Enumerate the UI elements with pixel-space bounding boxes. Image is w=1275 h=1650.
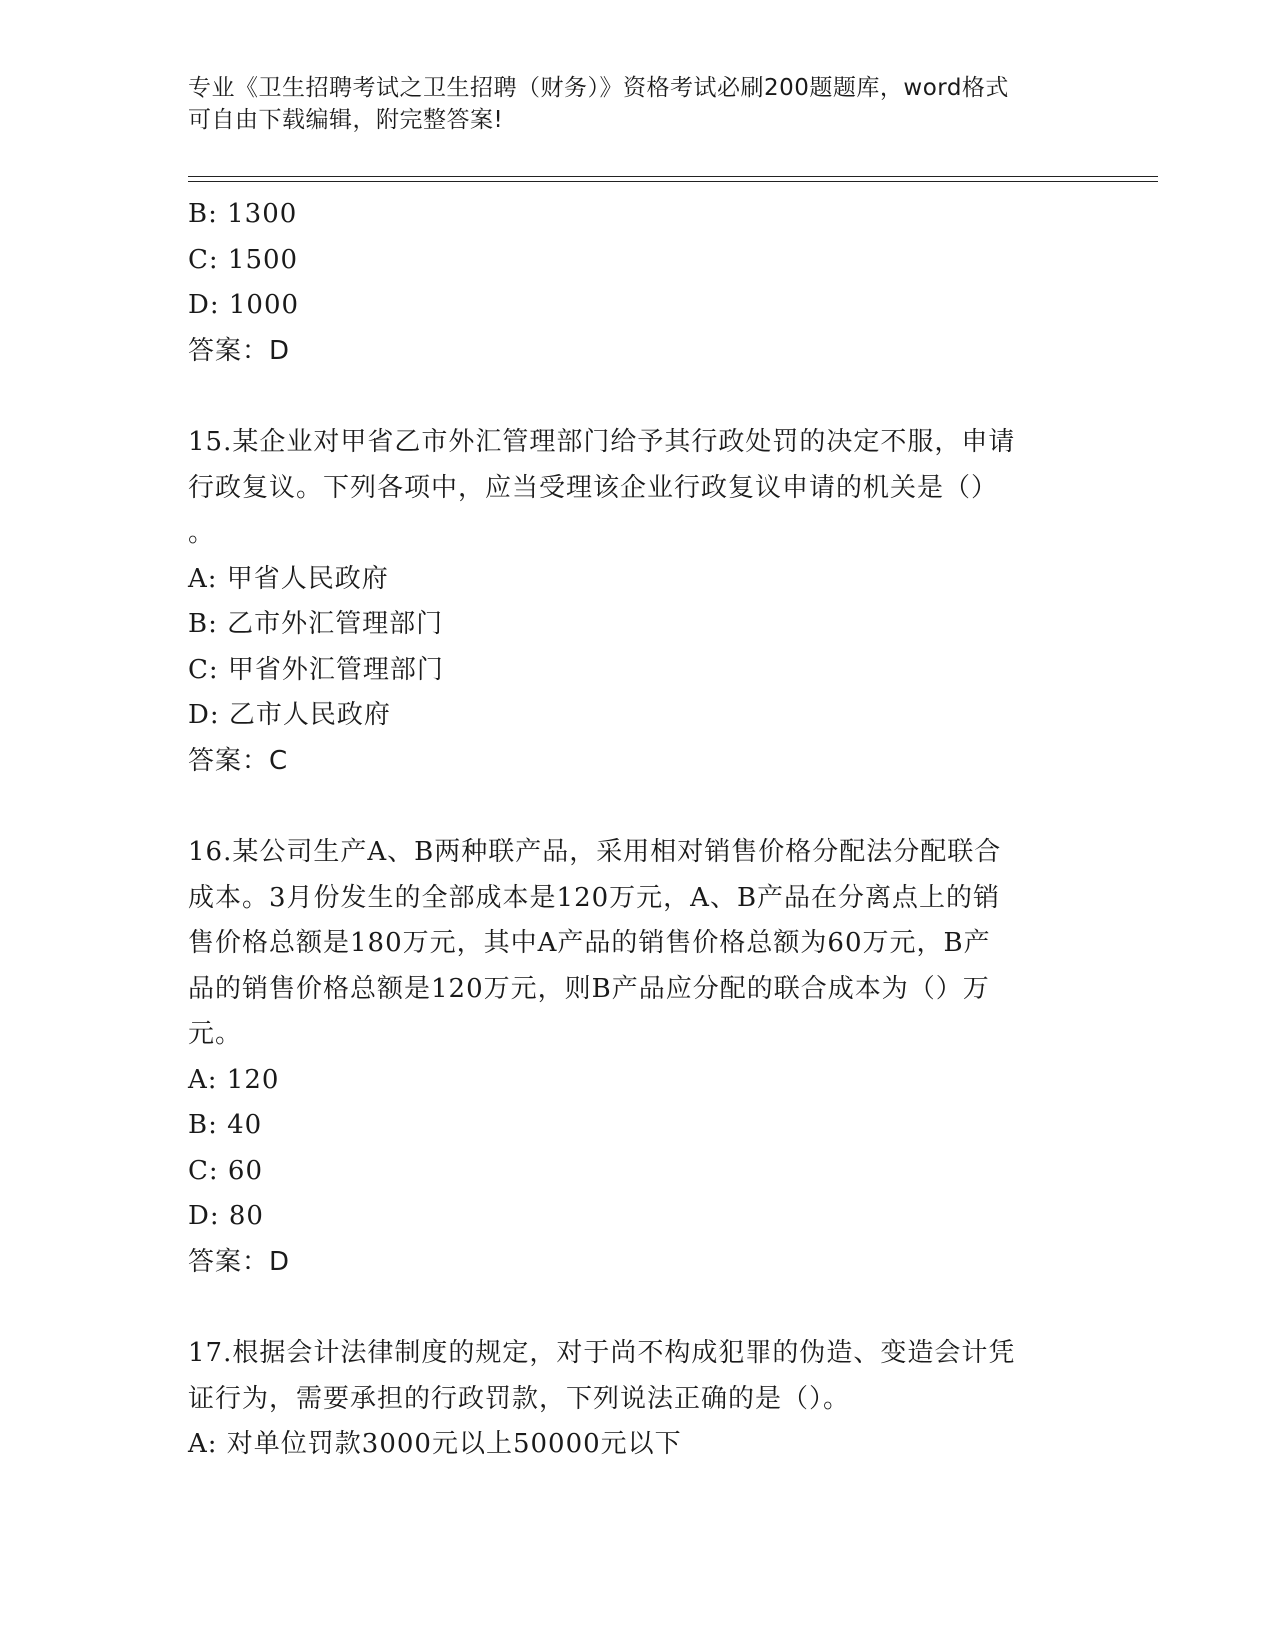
- option-b: B: 40: [188, 1110, 263, 1140]
- document-header: [188, 72, 1088, 136]
- question-16-stem-line-3: 售价格总额是180万元，其中A产品的销售价格总额为60万元，B产: [188, 928, 991, 958]
- header-rule-bottom: [188, 181, 1158, 182]
- option-a: A: 120: [188, 1064, 280, 1095]
- header-title-line-1: 专业《卫生招聘考试之卫生招聘（财务）》资格考试必刷200题题库，word格式: [188, 75, 1009, 101]
- spacer: [188, 374, 1088, 420]
- option-c: C: 60: [188, 1155, 264, 1186]
- question-16-stem-line-5: 元。: [188, 1019, 243, 1049]
- option-a: A: 甲省人民政府: [188, 563, 389, 594]
- header-rule-top: [188, 176, 1158, 177]
- question-17-stem-line-1: 17.根据会计法律制度的规定，对于尚不构成犯罪的伪造、变造会计凭: [188, 1338, 1016, 1368]
- question-14-answer: 答案：D: [188, 335, 291, 366]
- header-title-line-2: 可自由下载编辑，附完整答案!: [188, 107, 504, 133]
- question-15-stem-line-3: 。: [188, 518, 216, 548]
- question-16: [188, 830, 1088, 1285]
- spacer: [188, 1285, 1088, 1331]
- question-content: [188, 192, 1088, 1468]
- question-15-answer: 答案：C: [188, 745, 289, 776]
- question-17-stem-line-2: 证行为，需要承担的行政罚款，下列说法正确的是（）。: [188, 1383, 851, 1414]
- option-c: C: 甲省外汇管理部门: [188, 654, 444, 685]
- question-15: [188, 420, 1088, 784]
- option-b: B: 1300: [188, 199, 298, 229]
- option-d: D: 1000: [188, 290, 300, 320]
- option-a: A: 对单位罚款3000元以上50000元以下: [188, 1429, 682, 1459]
- option-d: D: 80: [188, 1201, 264, 1231]
- spacer: [188, 784, 1088, 830]
- question-17: [188, 1331, 1088, 1468]
- question-16-stem-line-1: 16.某公司生产A、B两种联产品，采用相对销售价格分配法分配联合: [188, 837, 1002, 867]
- option-d: D: 乙市人民政府: [188, 700, 391, 730]
- question-15-stem-line-1: 15.某企业对甲省乙市外汇管理部门给予其行政处罚的决定不服，申请: [188, 427, 1016, 457]
- question-15-stem-line-2: 行政复议。下列各项中，应当受理该企业行政复议申请的机关是（）: [188, 472, 999, 503]
- question-16-stem-line-4: 品的销售价格总额是120万元，则B产品应分配的联合成本为（）万: [188, 973, 990, 1004]
- question-14-options: [188, 192, 1088, 329]
- question-16-answer: 答案：D: [188, 1246, 291, 1277]
- option-b: B: 乙市外汇管理部门: [188, 609, 444, 639]
- question-16-stem-line-2: 成本。3月份发生的全部成本是120万元，A、B产品在分离点上的销: [188, 882, 1001, 913]
- option-c: C: 1500: [188, 244, 299, 275]
